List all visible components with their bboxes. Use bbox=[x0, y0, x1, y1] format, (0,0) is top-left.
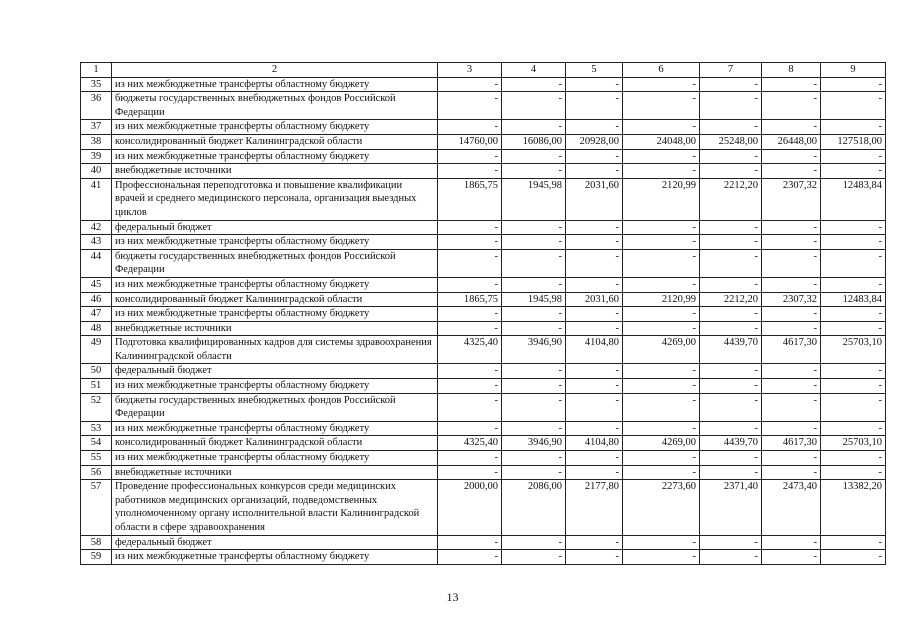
value-cell: - bbox=[623, 321, 700, 336]
value-cell: - bbox=[566, 321, 623, 336]
row-number: 51 bbox=[81, 379, 112, 394]
value-cell: - bbox=[566, 120, 623, 135]
value-cell: - bbox=[566, 379, 623, 394]
row-description: из них межбюджетные трансферты областному бюджету bbox=[112, 307, 438, 322]
value-cell: - bbox=[623, 249, 700, 277]
header-cell: 5 bbox=[566, 63, 623, 78]
value-cell: - bbox=[623, 277, 700, 292]
value-cell: - bbox=[566, 307, 623, 322]
row-description: федеральный бюджет bbox=[112, 220, 438, 235]
value-cell: - bbox=[566, 393, 623, 421]
value-cell: - bbox=[502, 220, 566, 235]
value-cell: - bbox=[438, 77, 502, 92]
value-cell: - bbox=[762, 149, 821, 164]
value-cell: - bbox=[700, 220, 762, 235]
value-cell: - bbox=[762, 550, 821, 565]
value-cell: 127518,00 bbox=[821, 134, 886, 149]
value-cell: - bbox=[623, 77, 700, 92]
value-cell: - bbox=[700, 92, 762, 120]
value-cell: - bbox=[700, 451, 762, 466]
row-number: 57 bbox=[81, 480, 112, 535]
value-cell: 4325,40 bbox=[438, 336, 502, 364]
value-cell: - bbox=[762, 379, 821, 394]
value-cell: - bbox=[623, 235, 700, 250]
value-cell: - bbox=[700, 364, 762, 379]
value-cell: - bbox=[502, 235, 566, 250]
value-cell: - bbox=[762, 92, 821, 120]
header-cell: 9 bbox=[821, 63, 886, 78]
table-row bbox=[81, 451, 886, 466]
value-cell: - bbox=[821, 379, 886, 394]
value-cell: - bbox=[566, 235, 623, 250]
value-cell: 4269,00 bbox=[623, 336, 700, 364]
header-cell: 7 bbox=[700, 63, 762, 78]
value-cell: - bbox=[762, 364, 821, 379]
table-row bbox=[81, 220, 886, 235]
value-cell: - bbox=[623, 535, 700, 550]
value-cell: 3946,90 bbox=[502, 436, 566, 451]
value-cell: - bbox=[821, 92, 886, 120]
value-cell: 25703,10 bbox=[821, 436, 886, 451]
value-cell: 1865,75 bbox=[438, 178, 502, 220]
value-cell: 2086,00 bbox=[502, 480, 566, 535]
value-cell: - bbox=[700, 77, 762, 92]
value-cell: - bbox=[438, 149, 502, 164]
value-cell: - bbox=[700, 550, 762, 565]
page-number: 13 bbox=[446, 590, 459, 604]
row-description: внебюджетные источники bbox=[112, 164, 438, 179]
value-cell: - bbox=[438, 535, 502, 550]
row-number: 37 bbox=[81, 120, 112, 135]
table-row bbox=[81, 249, 886, 277]
row-number: 50 bbox=[81, 364, 112, 379]
table-row bbox=[81, 436, 886, 451]
value-cell: - bbox=[502, 451, 566, 466]
value-cell: - bbox=[762, 164, 821, 179]
table-row bbox=[81, 164, 886, 179]
value-cell: - bbox=[566, 421, 623, 436]
row-description: консолидированный бюджет Калининградской области bbox=[112, 292, 438, 307]
row-number: 46 bbox=[81, 292, 112, 307]
value-cell: - bbox=[438, 220, 502, 235]
value-cell: - bbox=[566, 77, 623, 92]
value-cell: - bbox=[700, 249, 762, 277]
header-cell: 3 bbox=[438, 63, 502, 78]
value-cell: 1865,75 bbox=[438, 292, 502, 307]
value-cell: - bbox=[623, 92, 700, 120]
value-cell: - bbox=[438, 364, 502, 379]
value-cell: - bbox=[438, 393, 502, 421]
value-cell: - bbox=[762, 535, 821, 550]
row-number: 52 bbox=[81, 393, 112, 421]
table-header-row bbox=[81, 63, 886, 78]
row-description: бюджеты государственных внебюджетных фондов Российской Федерации bbox=[112, 249, 438, 277]
value-cell: 12483,84 bbox=[821, 178, 886, 220]
header-cell: 6 bbox=[623, 63, 700, 78]
value-cell: - bbox=[566, 535, 623, 550]
value-cell: - bbox=[623, 393, 700, 421]
value-cell: - bbox=[438, 249, 502, 277]
value-cell: - bbox=[438, 92, 502, 120]
value-cell: - bbox=[700, 307, 762, 322]
value-cell: 2473,40 bbox=[762, 480, 821, 535]
value-cell: - bbox=[623, 550, 700, 565]
row-description: бюджеты государственных внебюджетных фондов Российской Федерации bbox=[112, 393, 438, 421]
value-cell: - bbox=[700, 465, 762, 480]
value-cell: - bbox=[623, 451, 700, 466]
row-number: 47 bbox=[81, 307, 112, 322]
value-cell: - bbox=[438, 550, 502, 565]
value-cell: - bbox=[502, 535, 566, 550]
value-cell: 2273,60 bbox=[623, 480, 700, 535]
value-cell: 2120,99 bbox=[623, 292, 700, 307]
value-cell: - bbox=[566, 164, 623, 179]
header-cell: 1 bbox=[81, 63, 112, 78]
value-cell: - bbox=[821, 164, 886, 179]
value-cell: 24048,00 bbox=[623, 134, 700, 149]
row-description: из них межбюджетные трансферты областному бюджету bbox=[112, 277, 438, 292]
row-number: 45 bbox=[81, 277, 112, 292]
row-description: федеральный бюджет bbox=[112, 535, 438, 550]
table-row bbox=[81, 77, 886, 92]
row-description: из них межбюджетные трансферты областному бюджету bbox=[112, 379, 438, 394]
value-cell: - bbox=[821, 550, 886, 565]
value-cell: - bbox=[762, 393, 821, 421]
value-cell: - bbox=[623, 120, 700, 135]
row-description: из них межбюджетные трансферты областному бюджету bbox=[112, 235, 438, 250]
value-cell: - bbox=[502, 120, 566, 135]
row-description: из них межбюджетные трансферты областному бюджету bbox=[112, 77, 438, 92]
row-description: Профессиональная переподготовка и повышение квалификации врачей и среднего медицинского персонала, организация выездных циклов bbox=[112, 178, 438, 220]
value-cell: - bbox=[502, 421, 566, 436]
value-cell: - bbox=[762, 220, 821, 235]
value-cell: 4104,80 bbox=[566, 336, 623, 364]
row-number: 41 bbox=[81, 178, 112, 220]
value-cell: - bbox=[502, 393, 566, 421]
value-cell: - bbox=[821, 277, 886, 292]
value-cell: - bbox=[700, 235, 762, 250]
header-cell: 4 bbox=[502, 63, 566, 78]
value-cell: - bbox=[700, 393, 762, 421]
row-description: из них межбюджетные трансферты областному бюджету bbox=[112, 149, 438, 164]
value-cell: 2000,00 bbox=[438, 480, 502, 535]
table-row bbox=[81, 550, 886, 565]
value-cell: - bbox=[700, 149, 762, 164]
value-cell: - bbox=[502, 277, 566, 292]
row-number: 59 bbox=[81, 550, 112, 565]
row-number: 42 bbox=[81, 220, 112, 235]
value-cell: 4269,00 bbox=[623, 436, 700, 451]
row-description: из них межбюджетные трансферты областному бюджету bbox=[112, 120, 438, 135]
value-cell: 4439,70 bbox=[700, 336, 762, 364]
header-cell: 2 bbox=[112, 63, 438, 78]
row-number: 55 bbox=[81, 451, 112, 466]
value-cell: - bbox=[623, 164, 700, 179]
table-row bbox=[81, 149, 886, 164]
value-cell: 16086,00 bbox=[502, 134, 566, 149]
value-cell: - bbox=[502, 364, 566, 379]
value-cell: - bbox=[762, 465, 821, 480]
value-cell: - bbox=[502, 307, 566, 322]
value-cell: - bbox=[821, 249, 886, 277]
value-cell: - bbox=[700, 379, 762, 394]
value-cell: - bbox=[762, 321, 821, 336]
row-number: 35 bbox=[81, 77, 112, 92]
value-cell: 14760,00 bbox=[438, 134, 502, 149]
table-row bbox=[81, 120, 886, 135]
value-cell: - bbox=[821, 535, 886, 550]
row-description: из них межбюджетные трансферты областному бюджету bbox=[112, 421, 438, 436]
value-cell: 2031,60 bbox=[566, 178, 623, 220]
value-cell: - bbox=[700, 277, 762, 292]
value-cell: 25703,10 bbox=[821, 336, 886, 364]
table-row bbox=[81, 364, 886, 379]
value-cell: 12483,84 bbox=[821, 292, 886, 307]
value-cell: 4104,80 bbox=[566, 436, 623, 451]
value-cell: - bbox=[762, 249, 821, 277]
value-cell: - bbox=[438, 307, 502, 322]
value-cell: - bbox=[438, 235, 502, 250]
value-cell: - bbox=[762, 451, 821, 466]
row-number: 38 bbox=[81, 134, 112, 149]
value-cell: - bbox=[502, 379, 566, 394]
value-cell: - bbox=[700, 120, 762, 135]
value-cell: - bbox=[502, 164, 566, 179]
value-cell: - bbox=[700, 421, 762, 436]
value-cell: - bbox=[502, 249, 566, 277]
value-cell: - bbox=[762, 77, 821, 92]
value-cell: - bbox=[821, 235, 886, 250]
table-row bbox=[81, 480, 886, 535]
value-cell: 2307,32 bbox=[762, 292, 821, 307]
value-cell: - bbox=[623, 465, 700, 480]
row-number: 36 bbox=[81, 92, 112, 120]
value-cell: - bbox=[821, 307, 886, 322]
value-cell: - bbox=[438, 321, 502, 336]
value-cell: - bbox=[623, 220, 700, 235]
value-cell: 26448,00 bbox=[762, 134, 821, 149]
row-description: консолидированный бюджет Калининградской области bbox=[112, 134, 438, 149]
value-cell: - bbox=[566, 465, 623, 480]
value-cell: - bbox=[821, 220, 886, 235]
row-number: 40 bbox=[81, 164, 112, 179]
value-cell: 4617,30 bbox=[762, 436, 821, 451]
table-row bbox=[81, 421, 886, 436]
table-row bbox=[81, 92, 886, 120]
value-cell: - bbox=[623, 364, 700, 379]
row-description: из них межбюджетные трансферты областному бюджету bbox=[112, 550, 438, 565]
value-cell: - bbox=[566, 220, 623, 235]
value-cell: - bbox=[502, 77, 566, 92]
value-cell: - bbox=[438, 379, 502, 394]
value-cell: 4617,30 bbox=[762, 336, 821, 364]
value-cell: - bbox=[700, 164, 762, 179]
value-cell: - bbox=[438, 451, 502, 466]
row-number: 44 bbox=[81, 249, 112, 277]
row-description: внебюджетные источники bbox=[112, 321, 438, 336]
value-cell: - bbox=[762, 307, 821, 322]
value-cell: - bbox=[502, 149, 566, 164]
value-cell: 2212,20 bbox=[700, 178, 762, 220]
value-cell: - bbox=[623, 307, 700, 322]
value-cell: 25248,00 bbox=[700, 134, 762, 149]
table-row bbox=[81, 235, 886, 250]
table-row bbox=[81, 321, 886, 336]
value-cell: - bbox=[821, 149, 886, 164]
table-row bbox=[81, 465, 886, 480]
value-cell: - bbox=[623, 421, 700, 436]
value-cell: - bbox=[438, 164, 502, 179]
table-row bbox=[81, 178, 886, 220]
value-cell: - bbox=[821, 421, 886, 436]
row-description: консолидированный бюджет Калининградской области bbox=[112, 436, 438, 451]
value-cell: 2371,40 bbox=[700, 480, 762, 535]
value-cell: - bbox=[762, 120, 821, 135]
row-number: 39 bbox=[81, 149, 112, 164]
row-description: из них межбюджетные трансферты областному бюджету bbox=[112, 451, 438, 466]
table-row bbox=[81, 393, 886, 421]
row-number: 56 bbox=[81, 465, 112, 480]
row-description: федеральный бюджет bbox=[112, 364, 438, 379]
table-row bbox=[81, 277, 886, 292]
value-cell: - bbox=[821, 451, 886, 466]
value-cell: - bbox=[821, 321, 886, 336]
value-cell: - bbox=[700, 535, 762, 550]
table-row bbox=[81, 535, 886, 550]
value-cell: - bbox=[700, 321, 762, 336]
value-cell: - bbox=[566, 149, 623, 164]
table-body bbox=[81, 63, 886, 565]
budget-table bbox=[80, 62, 886, 565]
value-cell: 2031,60 bbox=[566, 292, 623, 307]
value-cell: - bbox=[762, 421, 821, 436]
value-cell: - bbox=[566, 550, 623, 565]
table-row bbox=[81, 292, 886, 307]
header-cell: 8 bbox=[762, 63, 821, 78]
row-number: 58 bbox=[81, 535, 112, 550]
value-cell: - bbox=[821, 393, 886, 421]
table-row bbox=[81, 134, 886, 149]
row-number: 43 bbox=[81, 235, 112, 250]
value-cell: 4325,40 bbox=[438, 436, 502, 451]
row-number: 49 bbox=[81, 336, 112, 364]
row-number: 48 bbox=[81, 321, 112, 336]
value-cell: - bbox=[821, 465, 886, 480]
table-row bbox=[81, 307, 886, 322]
value-cell: - bbox=[566, 249, 623, 277]
value-cell: - bbox=[623, 379, 700, 394]
value-cell: - bbox=[566, 92, 623, 120]
value-cell: - bbox=[502, 92, 566, 120]
value-cell: - bbox=[438, 421, 502, 436]
row-number: 53 bbox=[81, 421, 112, 436]
value-cell: - bbox=[438, 465, 502, 480]
value-cell: 3946,90 bbox=[502, 336, 566, 364]
value-cell: - bbox=[566, 277, 623, 292]
value-cell: - bbox=[762, 235, 821, 250]
value-cell: 4439,70 bbox=[700, 436, 762, 451]
row-description: Проведение профессиональных конкурсов среди медицинских работников медицинских организаций, подведомственных уполномоченному органу исполнительной власти Калининградской области в сфере здравоохранения bbox=[112, 480, 438, 535]
value-cell: 13382,20 bbox=[821, 480, 886, 535]
value-cell: - bbox=[623, 149, 700, 164]
table-row bbox=[81, 336, 886, 364]
value-cell: - bbox=[502, 465, 566, 480]
row-description: Подготовка квалифицированных кадров для системы здравоохранения Калининградской области bbox=[112, 336, 438, 364]
value-cell: 1945,98 bbox=[502, 292, 566, 307]
value-cell: 1945,98 bbox=[502, 178, 566, 220]
row-description: внебюджетные источники bbox=[112, 465, 438, 480]
value-cell: 2212,20 bbox=[700, 292, 762, 307]
value-cell: 20928,00 bbox=[566, 134, 623, 149]
value-cell: - bbox=[762, 277, 821, 292]
value-cell: - bbox=[438, 277, 502, 292]
row-number: 54 bbox=[81, 436, 112, 451]
value-cell: - bbox=[502, 321, 566, 336]
value-cell: - bbox=[566, 451, 623, 466]
value-cell: 2120,99 bbox=[623, 178, 700, 220]
value-cell: - bbox=[438, 120, 502, 135]
row-description: бюджеты государственных внебюджетных фондов Российской Федерации bbox=[112, 92, 438, 120]
value-cell: 2177,80 bbox=[566, 480, 623, 535]
value-cell: 2307,32 bbox=[762, 178, 821, 220]
value-cell: - bbox=[821, 77, 886, 92]
value-cell: - bbox=[821, 120, 886, 135]
table-row bbox=[81, 379, 886, 394]
value-cell: - bbox=[566, 364, 623, 379]
value-cell: - bbox=[821, 364, 886, 379]
value-cell: - bbox=[502, 550, 566, 565]
